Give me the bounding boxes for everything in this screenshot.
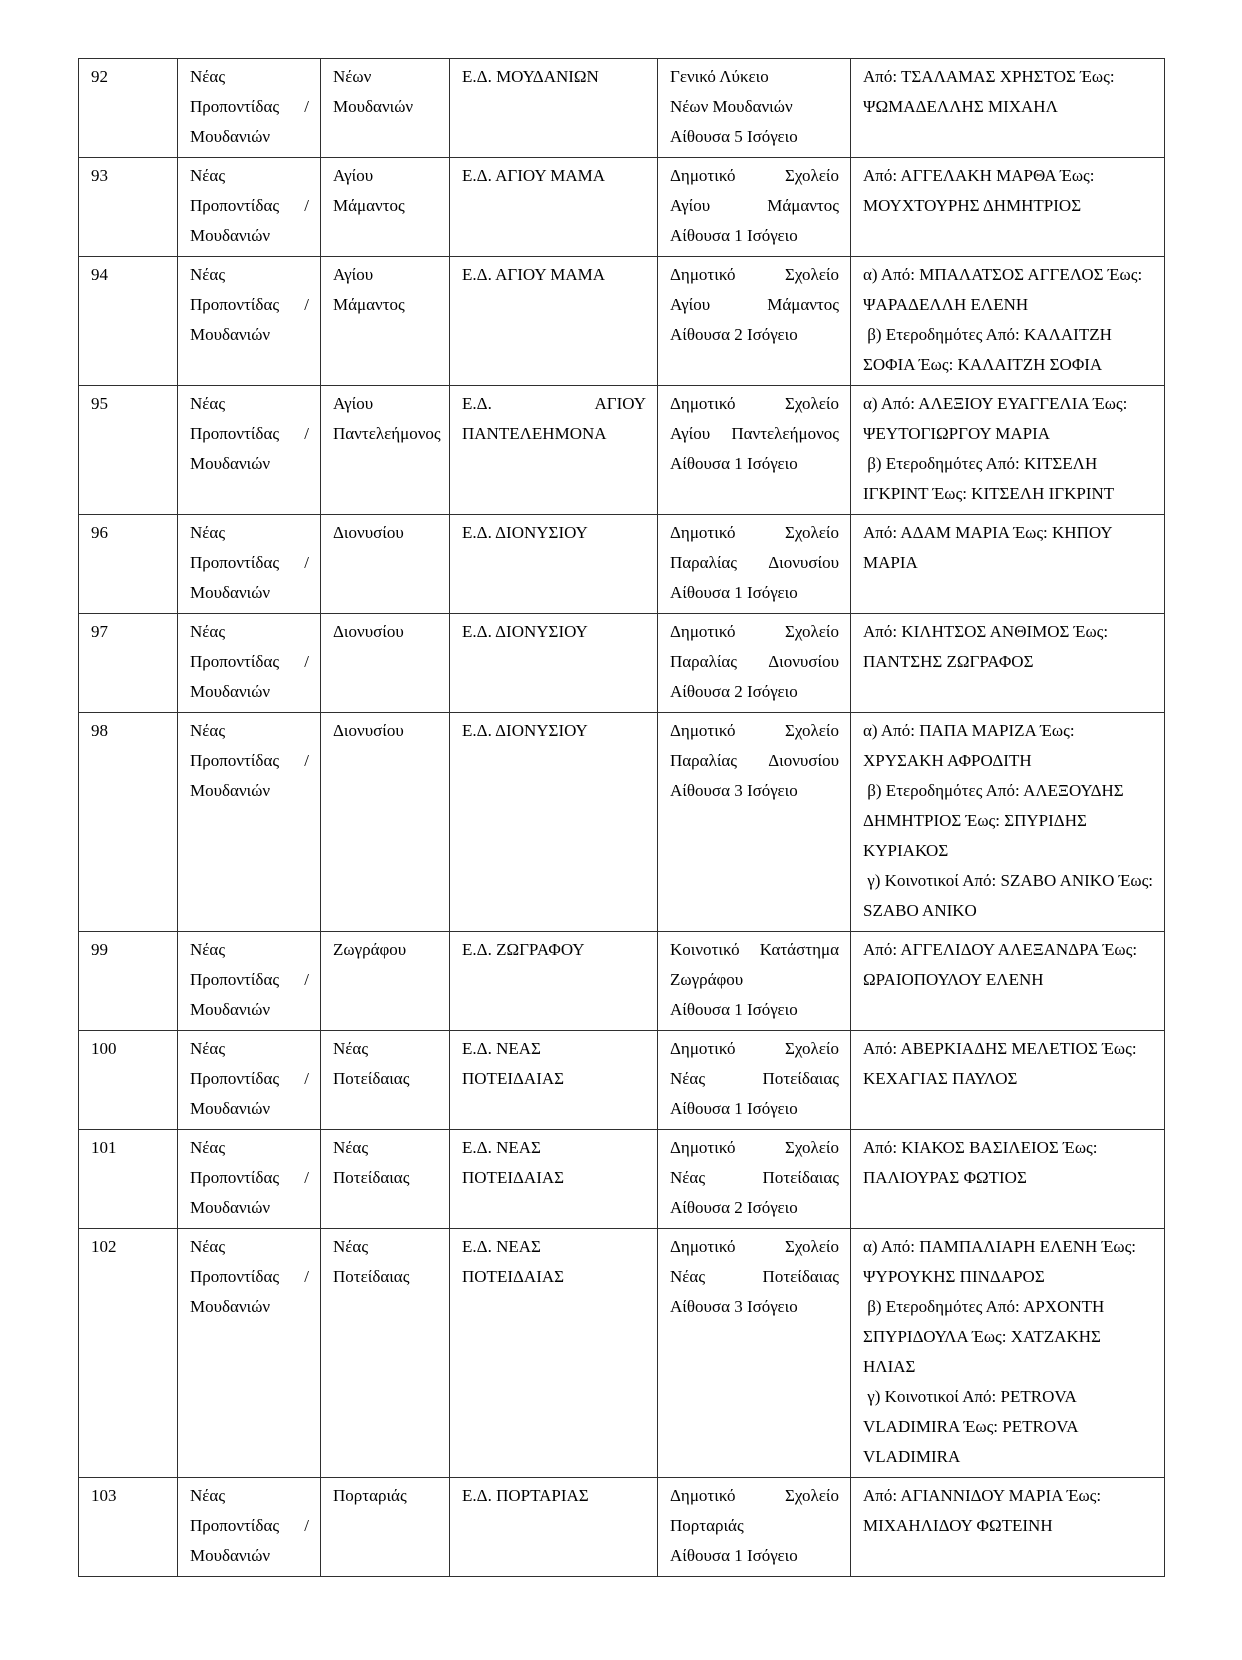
location-line: Δημοτικό Σχολείο — [670, 265, 839, 284]
community-cell — [321, 713, 450, 932]
voters-line: γ) Κοινοτικοί Από: PETROVA — [863, 1387, 1077, 1406]
voters-line: ΜΟΥΧΤΟΥΡΗΣ ΔΗΜΗΤΡΙΟΣ — [863, 196, 1082, 215]
voters-cell — [851, 515, 1165, 614]
municipality-line: Προποντίδας / — [190, 1168, 309, 1187]
community-line: Πορταριάς — [333, 1486, 407, 1505]
municipality-line: Νέας — [190, 394, 226, 413]
community-line: Αγίου — [333, 265, 374, 284]
row-number-cell — [79, 386, 178, 515]
table-row — [79, 932, 1165, 1031]
community-cell — [321, 1031, 450, 1130]
voters-cell — [851, 257, 1165, 386]
polling-table-body — [79, 59, 1165, 1577]
municipality-cell — [178, 515, 321, 614]
row-number-line: 100 — [91, 1039, 117, 1058]
voters-line: ΔΗΜΗΤΡΙΟΣ Έως: ΣΠΥΡΙΔΗΣ — [863, 811, 1087, 830]
row-number-line: 99 — [91, 940, 108, 959]
row-number-cell — [79, 614, 178, 713]
community-line: Διονυσίου — [333, 622, 404, 641]
location-line: Παραλίας Διονυσίου — [670, 652, 839, 671]
municipality-line: Νέας — [190, 1039, 226, 1058]
district-line: Ε.Δ. ΔΙΟΝΥΣΙΟΥ — [462, 721, 588, 740]
district-line: Ε.Δ. ΝΕΑΣ ΠΟΤΕΙΔΑΙΑΣ — [462, 1237, 565, 1286]
table-row — [79, 1478, 1165, 1577]
location-line: Αίθουσα 2 Ισόγειο — [670, 325, 798, 344]
municipality-line: Νέας — [190, 265, 226, 284]
district-cell — [450, 614, 658, 713]
voters-line: Από: ΑΒΕΡΚΙΑΔΗΣ ΜΕΛΕΤΙΟΣ Έως: — [863, 1039, 1137, 1058]
district-cell — [450, 386, 658, 515]
community-cell — [321, 59, 450, 158]
location-cell — [658, 713, 851, 932]
community-cell — [321, 932, 450, 1031]
municipality-line: Μουδανιών — [190, 454, 271, 473]
community-line: Νέας — [333, 1039, 369, 1058]
table-row — [79, 386, 1165, 515]
community-line: Διονυσίου — [333, 721, 404, 740]
location-line: Νέας Ποτείδαιας — [670, 1168, 839, 1187]
municipality-cell — [178, 1478, 321, 1577]
voters-line: ΚΕΧΑΓΙΑΣ ΠΑΥΛΟΣ — [863, 1069, 1018, 1088]
voters-line: ΨΥΡΟΥΚΗΣ ΠΙΝΔΑΡΟΣ — [863, 1267, 1045, 1286]
voters-line: β) Ετεροδημότες Από: ΑΛΕΞΟΥΔΗΣ — [863, 781, 1124, 800]
municipality-cell — [178, 932, 321, 1031]
row-number-cell — [79, 59, 178, 158]
voters-cell — [851, 158, 1165, 257]
table-row — [79, 515, 1165, 614]
row-number-line: 97 — [91, 622, 108, 641]
voters-line: ΗΛΙΑΣ — [863, 1357, 916, 1376]
voters-line: Από: ΑΔΑΜ ΜΑΡΙΑ Έως: ΚΗΠΟΥ — [863, 523, 1113, 542]
community-cell — [321, 257, 450, 386]
municipality-line: Νέας — [190, 1237, 226, 1256]
municipality-line: Νέας — [190, 1486, 226, 1505]
community-line: Ζωγράφου — [333, 940, 407, 959]
location-cell — [658, 1478, 851, 1577]
voters-line: β) Ετεροδημότες Από: ΚΙΤΣΕΛΗ — [863, 454, 1098, 473]
location-line: Αίθουσα 5 Ισόγειο — [670, 127, 798, 146]
location-line: Νέων Μουδανιών — [670, 97, 793, 116]
voters-line: ΚΥΡΙΑΚΟΣ — [863, 841, 949, 860]
district-cell — [450, 932, 658, 1031]
location-line: Δημοτικό Σχολείο — [670, 1486, 839, 1505]
voters-line: ΨΩΜΑΔΕΛΛΗΣ ΜΙΧΑΗΛ — [863, 97, 1058, 116]
district-line: Ε.Δ. ΝΕΑΣ ΠΟΤΕΙΔΑΙΑΣ — [462, 1138, 565, 1187]
voters-line: Από: ΚΙΛΗΤΣΟΣ ΑΝΘΙΜΟΣ Έως: — [863, 622, 1109, 641]
community-line: Νέων — [333, 67, 372, 86]
row-number-line: 94 — [91, 265, 108, 284]
municipality-cell — [178, 1031, 321, 1130]
location-line: Γενικό Λύκειο — [670, 67, 769, 86]
voters-line: β) Ετεροδημότες Από: ΚΑΛΑΙΤΖΗ — [863, 325, 1112, 344]
voters-cell — [851, 1229, 1165, 1478]
table-row — [79, 1130, 1165, 1229]
voters-line: ΠΑΝΤΣΗΣ ΖΩΓΡΑΦΟΣ — [863, 652, 1034, 671]
district-line: Ε.Δ. ΔΙΟΝΥΣΙΟΥ — [462, 622, 588, 641]
district-cell — [450, 1130, 658, 1229]
municipality-line: Νέας — [190, 166, 226, 185]
municipality-line: Μουδανιών — [190, 1546, 271, 1565]
location-line: Δημοτικό Σχολείο — [670, 622, 839, 641]
voters-line: ΩΡΑΙΟΠΟΥΛΟΥ ΕΛΕΝΗ — [863, 970, 1044, 989]
location-cell — [658, 386, 851, 515]
municipality-line: Μουδανιών — [190, 1297, 271, 1316]
district-cell — [450, 1229, 658, 1478]
district-line: Ε.Δ. ΜΟΥΔΑΝΙΩΝ — [462, 67, 599, 86]
location-line: Αίθουσα 1 Ισόγειο — [670, 1099, 798, 1118]
table-row — [79, 614, 1165, 713]
community-line: Μάμαντος — [333, 295, 405, 314]
municipality-line: Νέας — [190, 523, 226, 542]
voters-cell — [851, 932, 1165, 1031]
municipality-line: Μουδανιών — [190, 1198, 271, 1217]
voters-line: α) Από: ΠΑΜΠΑΛΙΑΡΗ ΕΛΕΝΗ Έως: — [863, 1237, 1137, 1256]
location-line: Αγίου Μάμαντος — [670, 196, 839, 215]
row-number-line: 93 — [91, 166, 108, 185]
row-number-cell — [79, 515, 178, 614]
municipality-line: Μουδανιών — [190, 1000, 271, 1019]
community-cell — [321, 515, 450, 614]
district-line: ΠΑΝΤΕΛΕΗΜΟΝΑ — [462, 424, 607, 443]
location-line: Αίθουσα 3 Ισόγειο — [670, 781, 798, 800]
location-line: Κοινοτικό Κατάστημα — [670, 940, 839, 959]
location-cell — [658, 1130, 851, 1229]
location-line: Αίθουσα 2 Ισόγειο — [670, 1198, 798, 1217]
table-row — [79, 59, 1165, 158]
community-line: Ποτείδαιας — [333, 1069, 410, 1088]
municipality-cell — [178, 59, 321, 158]
table-row — [79, 158, 1165, 257]
district-cell — [450, 59, 658, 158]
community-cell — [321, 386, 450, 515]
municipality-line: Μουδανιών — [190, 127, 271, 146]
municipality-line: Μουδανιών — [190, 781, 271, 800]
municipality-cell — [178, 713, 321, 932]
location-cell — [658, 515, 851, 614]
voters-line: SZABO ANIKO — [863, 901, 977, 920]
voters-line: Από: ΑΓΓΕΛΑΚΗ ΜΑΡΘΑ Έως: — [863, 166, 1095, 185]
location-cell — [658, 158, 851, 257]
municipality-line: Μουδανιών — [190, 226, 271, 245]
voters-line: Από: ΑΓΙΑΝΝΙΔΟΥ ΜΑΡΙΑ Έως: — [863, 1486, 1102, 1505]
voters-line: ΠΑΛΙΟΥΡΑΣ ΦΩΤΙΟΣ — [863, 1168, 1027, 1187]
voters-cell — [851, 1130, 1165, 1229]
voters-line: ΣΟΦΙΑ Έως: ΚΑΛΑΙΤΖΗ ΣΟΦΙΑ — [863, 355, 1103, 374]
community-cell — [321, 1229, 450, 1478]
community-cell — [321, 1478, 450, 1577]
community-line: Νέας — [333, 1237, 369, 1256]
municipality-line: Προποντίδας / — [190, 553, 309, 572]
community-line: Διονυσίου — [333, 523, 404, 542]
municipality-line: Νέας — [190, 940, 226, 959]
location-line: Δημοτικό Σχολείο — [670, 1039, 839, 1058]
location-line: Αίθουσα 1 Ισόγειο — [670, 226, 798, 245]
voters-line: α) Από: ΑΛΕΞΙΟΥ ΕΥΑΓΓΕΛΙΑ Έως: — [863, 394, 1128, 413]
row-number-line: 95 — [91, 394, 108, 413]
location-line: Παραλίας Διονυσίου — [670, 751, 839, 770]
location-line: Δημοτικό Σχολείο — [670, 721, 839, 740]
row-number-cell — [79, 1031, 178, 1130]
location-line: Αίθουσα 3 Ισόγειο — [670, 1297, 798, 1316]
row-number-cell — [79, 1478, 178, 1577]
community-line: Νέας — [333, 1138, 369, 1157]
municipality-line: Προποντίδας / — [190, 424, 309, 443]
row-number-line: 96 — [91, 523, 108, 542]
municipality-line: Προποντίδας / — [190, 652, 309, 671]
location-line: Αίθουσα 1 Ισόγειο — [670, 1000, 798, 1019]
row-number-cell — [79, 158, 178, 257]
voters-line: ΨΑΡΑΔΕΛΛΗ ΕΛΕΝΗ — [863, 295, 1029, 314]
voters-cell — [851, 386, 1165, 515]
row-number-line: 98 — [91, 721, 108, 740]
location-line: Δημοτικό Σχολείο — [670, 1138, 839, 1157]
municipality-cell — [178, 1229, 321, 1478]
municipality-line: Προποντίδας / — [190, 1516, 309, 1535]
community-line: Ποτείδαιας — [333, 1267, 410, 1286]
community-line: Παντελεήμονος — [333, 424, 441, 443]
table-row — [79, 713, 1165, 932]
district-cell — [450, 1031, 658, 1130]
location-line: Δημοτικό Σχολείο — [670, 523, 839, 542]
community-line: Αγίου — [333, 394, 374, 413]
location-line: Δημοτικό Σχολείο — [670, 394, 839, 413]
location-cell — [658, 614, 851, 713]
row-number-cell — [79, 932, 178, 1031]
municipality-line: Μουδανιών — [190, 682, 271, 701]
municipality-cell — [178, 158, 321, 257]
voters-line: ΜΑΡΙΑ — [863, 553, 918, 572]
polling-stations-table — [78, 58, 1165, 1577]
community-cell — [321, 158, 450, 257]
municipality-line: Προποντίδας / — [190, 970, 309, 989]
row-number-cell — [79, 1229, 178, 1478]
municipality-line: Προποντίδας / — [190, 751, 309, 770]
voters-line: ΧΡΥΣΑΚΗ ΑΦΡΟΔΙΤΗ — [863, 751, 1032, 770]
district-line: Ε.Δ. ΑΓΙΟΥ ΜΑΜΑ — [462, 166, 606, 185]
community-cell — [321, 614, 450, 713]
voters-line: VLADIMIRA Έως: PETROVA — [863, 1417, 1079, 1436]
location-line: Αγίου Παντελεήμονος — [670, 424, 839, 443]
municipality-line: Νέας — [190, 1138, 226, 1157]
municipality-line: Μουδανιών — [190, 1099, 271, 1118]
municipality-line: Προποντίδας / — [190, 295, 309, 314]
voters-line: ΣΠΥΡΙΔΟΥΛΑ Έως: ΧΑΤΖΑΚΗΣ — [863, 1327, 1101, 1346]
voters-line: Από: ΑΓΓΕΛΙΔΟΥ ΑΛΕΞΑΝΔΡΑ Έως: — [863, 940, 1138, 959]
municipality-cell — [178, 614, 321, 713]
municipality-line: Νέας — [190, 67, 226, 86]
table-row — [79, 1031, 1165, 1130]
district-cell — [450, 713, 658, 932]
community-line: Αγίου — [333, 166, 374, 185]
district-cell — [450, 1478, 658, 1577]
location-line: Αίθουσα 2 Ισόγειο — [670, 682, 798, 701]
row-number-cell — [79, 257, 178, 386]
municipality-line: Προποντίδας / — [190, 196, 309, 215]
row-number-line: 101 — [91, 1138, 117, 1157]
location-line: Παραλίας Διονυσίου — [670, 553, 839, 572]
voters-cell — [851, 1031, 1165, 1130]
municipality-line: Νέας — [190, 622, 226, 641]
location-cell — [658, 1031, 851, 1130]
municipality-line: Προποντίδας / — [190, 1267, 309, 1286]
location-line: Αίθουσα 1 Ισόγειο — [670, 1546, 798, 1565]
district-line: Ε.Δ. ΝΕΑΣ ΠΟΤΕΙΔΑΙΑΣ — [462, 1039, 565, 1088]
voters-line: γ) Κοινοτικοί Από: SZABO ANIKO Έως: — [863, 871, 1154, 890]
voters-line: ΨΕΥΤΟΓΙΩΡΓΟΥ ΜΑΡΙΑ — [863, 424, 1051, 443]
voters-line: α) Από: ΜΠΑΛΑΤΣΟΣ ΑΓΓΕΛΟΣ Έως: — [863, 265, 1143, 284]
community-line: Μουδανιών — [333, 97, 414, 116]
location-cell — [658, 932, 851, 1031]
district-cell — [450, 515, 658, 614]
municipality-line: Μουδανιών — [190, 583, 271, 602]
municipality-cell — [178, 257, 321, 386]
municipality-line: Μουδανιών — [190, 325, 271, 344]
community-line: Μάμαντος — [333, 196, 405, 215]
voters-line: β) Ετεροδημότες Από: ΑΡΧΟΝΤΗ — [863, 1297, 1105, 1316]
voters-line: Από: ΚΙΑΚΟΣ ΒΑΣΙΛΕΙΟΣ Έως: — [863, 1138, 1098, 1157]
district-line: Ε.Δ. ΖΩΓΡΑΦΟΥ — [462, 940, 585, 959]
voters-line: α) Από: ΠΑΠΑ ΜΑΡΙΖΑ Έως: — [863, 721, 1075, 740]
location-cell — [658, 1229, 851, 1478]
voters-cell — [851, 1478, 1165, 1577]
row-number-line: 92 — [91, 67, 108, 86]
location-line: Νέας Ποτείδαιας — [670, 1267, 839, 1286]
location-line: Αίθουσα 1 Ισόγειο — [670, 454, 798, 473]
row-number-cell — [79, 1130, 178, 1229]
location-line: Ζωγράφου — [670, 970, 744, 989]
district-cell — [450, 257, 658, 386]
location-cell — [658, 59, 851, 158]
voters-line: Από: ΤΣΑΛΑΜΑΣ ΧΡΗΣΤΟΣ Έως: — [863, 67, 1115, 86]
row-number-line: 103 — [91, 1486, 117, 1505]
row-number-line: 102 — [91, 1237, 117, 1256]
community-line: Ποτείδαιας — [333, 1168, 410, 1187]
location-line: Δημοτικό Σχολείο — [670, 1237, 839, 1256]
location-line: Δημοτικό Σχολείο — [670, 166, 839, 185]
district-line: Ε.Δ. ΑΓΙΟΥ — [462, 394, 646, 413]
row-number-cell — [79, 713, 178, 932]
district-line: Ε.Δ. ΑΓΙΟΥ ΜΑΜΑ — [462, 265, 606, 284]
voters-cell — [851, 713, 1165, 932]
voters-line: VLADIMIRA — [863, 1447, 961, 1466]
district-cell — [450, 158, 658, 257]
municipality-line: Προποντίδας / — [190, 1069, 309, 1088]
table-row — [79, 1229, 1165, 1478]
district-line: Ε.Δ. ΔΙΟΝΥΣΙΟΥ — [462, 523, 588, 542]
location-line: Πορταριάς — [670, 1516, 744, 1535]
table-row — [79, 257, 1165, 386]
voters-line: ΜΙΧΑΗΛΙΔΟΥ ΦΩΤΕΙΝΗ — [863, 1516, 1053, 1535]
municipality-cell — [178, 386, 321, 515]
location-cell — [658, 257, 851, 386]
voters-cell — [851, 59, 1165, 158]
municipality-line: Προποντίδας / — [190, 97, 309, 116]
location-line: Αίθουσα 1 Ισόγειο — [670, 583, 798, 602]
municipality-line: Νέας — [190, 721, 226, 740]
voters-line: ΙΓΚΡΙΝΤ Έως: ΚΙΤΣΕΛΗ ΙΓΚΡΙΝΤ — [863, 484, 1115, 503]
municipality-cell — [178, 1130, 321, 1229]
community-cell — [321, 1130, 450, 1229]
location-line: Νέας Ποτείδαιας — [670, 1069, 839, 1088]
voters-cell — [851, 614, 1165, 713]
district-line: Ε.Δ. ΠΟΡΤΑΡΙΑΣ — [462, 1486, 589, 1505]
location-line: Αγίου Μάμαντος — [670, 295, 839, 314]
